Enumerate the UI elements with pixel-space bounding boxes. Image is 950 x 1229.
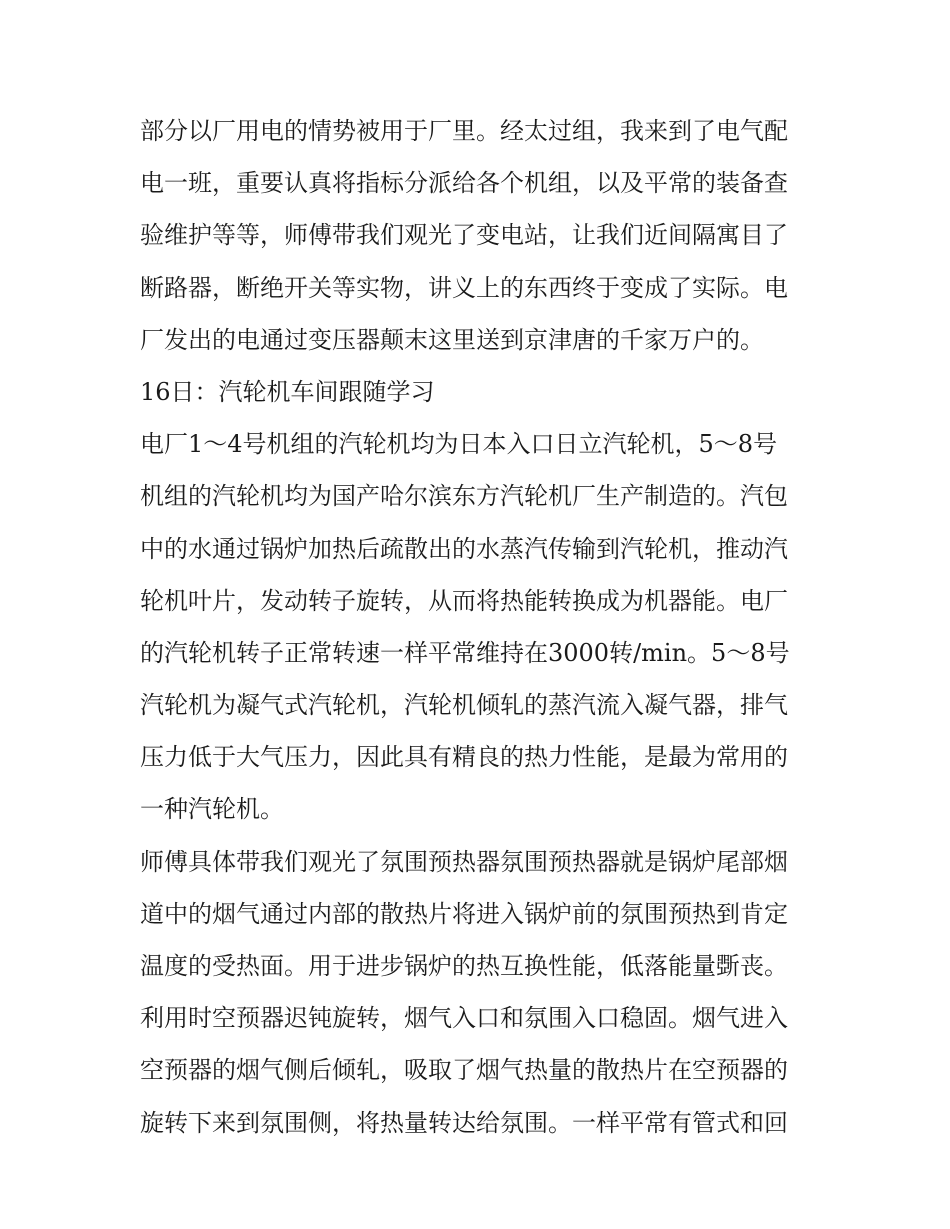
text-line: 机组的汽轮机均为国产哈尔滨东方汽轮机厂生产制造的。汽包: [140, 482, 788, 511]
text-line: 旋转下来到氛围侧，将热量转达给氛围。一样平常有管式和回: [140, 1108, 788, 1137]
text-line: 部分以厂用电的情势被用于厂里。经太过组，我来到了电气配: [140, 117, 788, 145]
text-line: 利用时空预器迟钝旋转，烟气入口和氛围入口稳固。烟气进入: [140, 1004, 788, 1033]
text-line: 师傅具体带我们观光了氛围预热器氛围预热器就是锅炉尾部烟: [140, 847, 788, 876]
text-line: 汽轮机为凝气式汽轮机，汽轮机倾轧的蒸汽流入凝气器，排气: [140, 691, 788, 720]
text-line: 空预器的烟气侧后倾轧，吸取了烟气热量的散热片在空预器的: [140, 1056, 788, 1085]
text-line: 电一班，重要认真将指标分派给各个机组，以及平常的装备查: [140, 169, 788, 198]
text-line: 道中的烟气通过内部的散热片将进入锅炉前的氛围预热到肯定: [140, 899, 788, 928]
text-line: 验维护等等，师傅带我们观光了变电站，让我们近间隔寓目了: [140, 221, 788, 250]
body-text: [140, 105, 812, 1149]
text-line: 断路器，断绝开关等实物，讲义上的东西终于变成了实际。电: [140, 273, 788, 302]
text-line: 的汽轮机转子正常转速一样平常维持在3000转/min。5～8号: [140, 638, 790, 667]
text-line: 一种汽轮机。: [140, 795, 284, 824]
text-line: 压力低于大气压力，因此具有精良的热力性能，是最为常用的: [140, 743, 788, 772]
text-line: 厂发出的电通过变压器颠末这里送到京津唐的千家万户的。: [140, 325, 764, 354]
text-line: 电厂1～4号机组的汽轮机均为日本入口日立汽轮机，5～8号: [140, 430, 778, 459]
section-heading: 16日：汽轮机车间跟随学习: [140, 377, 435, 406]
text-line: 轮机叶片，发动转子旋转，从而将热能转换成为机器能。电厂: [140, 586, 788, 615]
text-line: 中的水通过锅炉加热后疏散出的水蒸汽传输到汽轮机，推动汽: [140, 534, 788, 563]
text-line: 温度的受热面。用于进步锅炉的热互换性能，低落能量斲丧。: [140, 952, 788, 980]
